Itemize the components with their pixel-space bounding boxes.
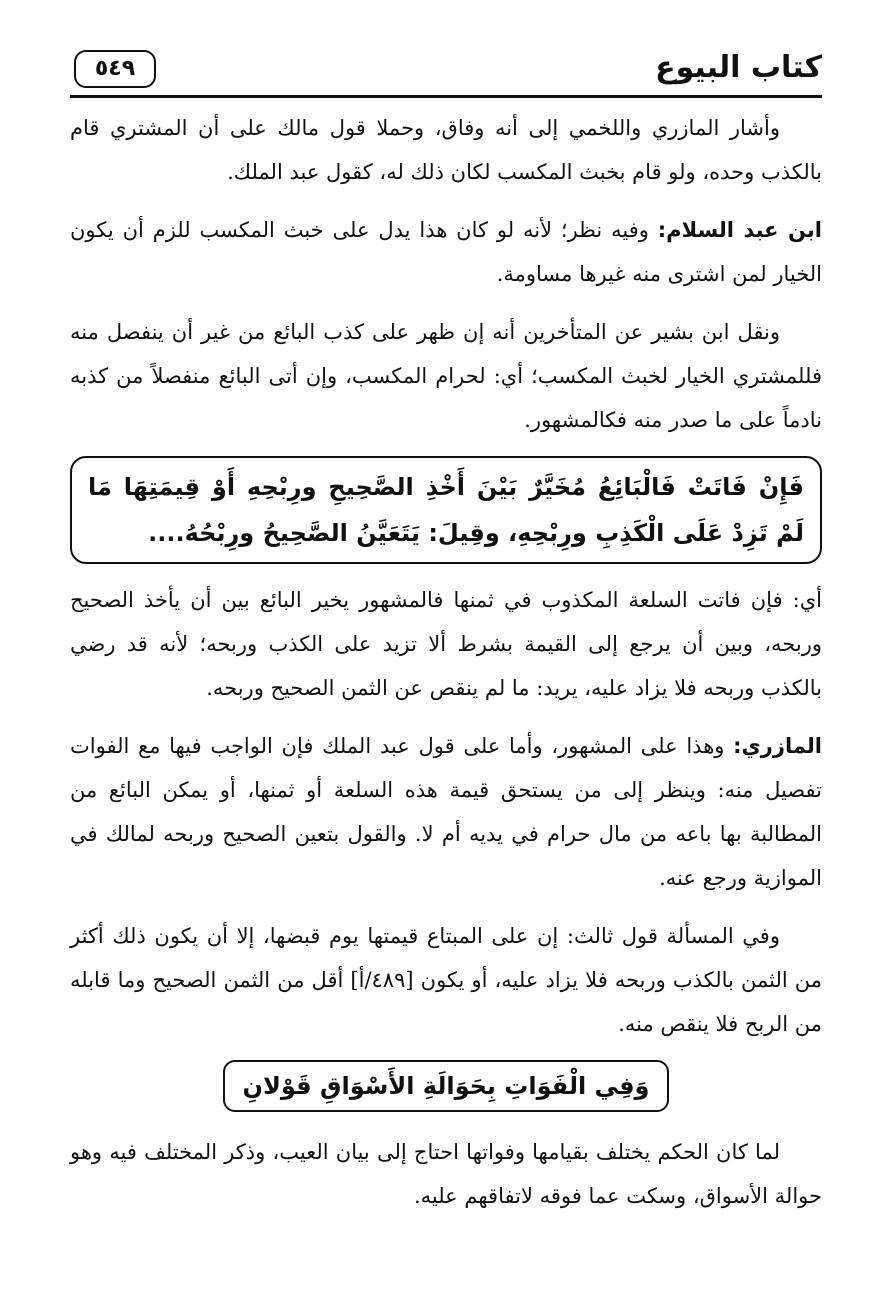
matn-box: فَإِنْ فَاتَتْ فَالْبَائِعُ مُخَيَّرٌ بَيْنَ أَخْذِ الصَّحِيحِ ورِبْحِهِ أَوْ قِيمَتِهَا مَا لَمْ تَزِدْ عَلَى الْكَذِبِ ورِبْحِهِ، وقِيلَ: يَتَعَيَّنُ الصَّحِيحُ ورِبْحُهُ.... [70, 456, 822, 564]
section-heading: وَفِي الْفَوَاتِ بِحَوَالَةِ الأَسْوَاقِ قَوْلانِ [223, 1060, 670, 1112]
paragraph-4: أي: فإن فاتت السلعة المكذوب في ثمنها فالمشهور يخير البائع بين أن يأخذ الصحيح وربحه، وبين أن يرجع إلى القيمة بشرط ألا تزيد على الكذب وربحه؛ لأنه قد رضي بالكذب وربحه فلا يزاد عليه، يريد: ما لم ينقص عن الثمن الصحيح وربحه. [70, 588, 822, 700]
page-header [70, 44, 822, 98]
header-rule [70, 95, 822, 98]
section-heading-wrap [70, 1060, 822, 1112]
paragraph-2-text: وفيه نظر؛ لأنه لو كان هذا يدل على خبث المكسب للزم أن يكون الخيار لمن اشترى منه غيرها مساومة. [70, 218, 822, 286]
paragraph-3: ونقل ابن بشير عن المتأخرين أنه إن ظهر على كذب البائع من غير أن ينفصل منه فللمشتري الخيار لخبث المكسب؛ أي: لحرام المكسب، وإن أتى البائع منفصلاً من كذبه نادماً على ما صدر منه فكالمشهور. [70, 320, 822, 432]
page-body [70, 106, 822, 1232]
paragraph-2 [70, 208, 822, 296]
paragraph-1: وأشار المازري واللخمي إلى أنه وفاق، وحملا قول مالك على أن المشتري قام بالكذب وحده، ولو قام بخبث المكسب لكان ذلك له، كقول عبد الملك. [70, 116, 822, 184]
paragraph-5-text: وهذا على المشهور، وأما على قول عبد الملك فإن الواجب فيها مع الفوات تفصيل منه: وينظر إلى من يستحق قيمة هذه السلعة أو ثمنها، أو يمكن البائع من المطالبة بها باعه من مال حرام في يديه أم لا. والقول بتعين الصحيح وربحه لمالك في الموازية ورجع عنه. [70, 734, 822, 890]
paragraph-7: لما كان الحكم يختلف بقيامها وفواتها احتاج إلى بيان العيب، وذكر المختلف فيه وهو حوالة الأسواق، وسكت عما فوقه لاتفاقهم عليه. [70, 1140, 822, 1208]
paragraph-6: وفي المسألة قول ثالث: إن على المبتاع قيمتها يوم قبضها، إلا أن يكون ذلك أكثر من الثمن بالكذب وربحه فلا يزاد عليه، أو يكون [٤٨٩/أ] أقل من الثمن الصحيح وما قابله من الربح فلا ينقص منه. [70, 924, 823, 1036]
speaker-label-ibn-abd-al-salam: ابن عبد السلام: [657, 218, 823, 242]
chapter-title: كتاب البيوع [655, 50, 822, 85]
paragraph-5 [70, 724, 822, 900]
speaker-label-mazari: المازري: [733, 734, 822, 758]
page-number: ٥٤٩ [74, 50, 156, 88]
